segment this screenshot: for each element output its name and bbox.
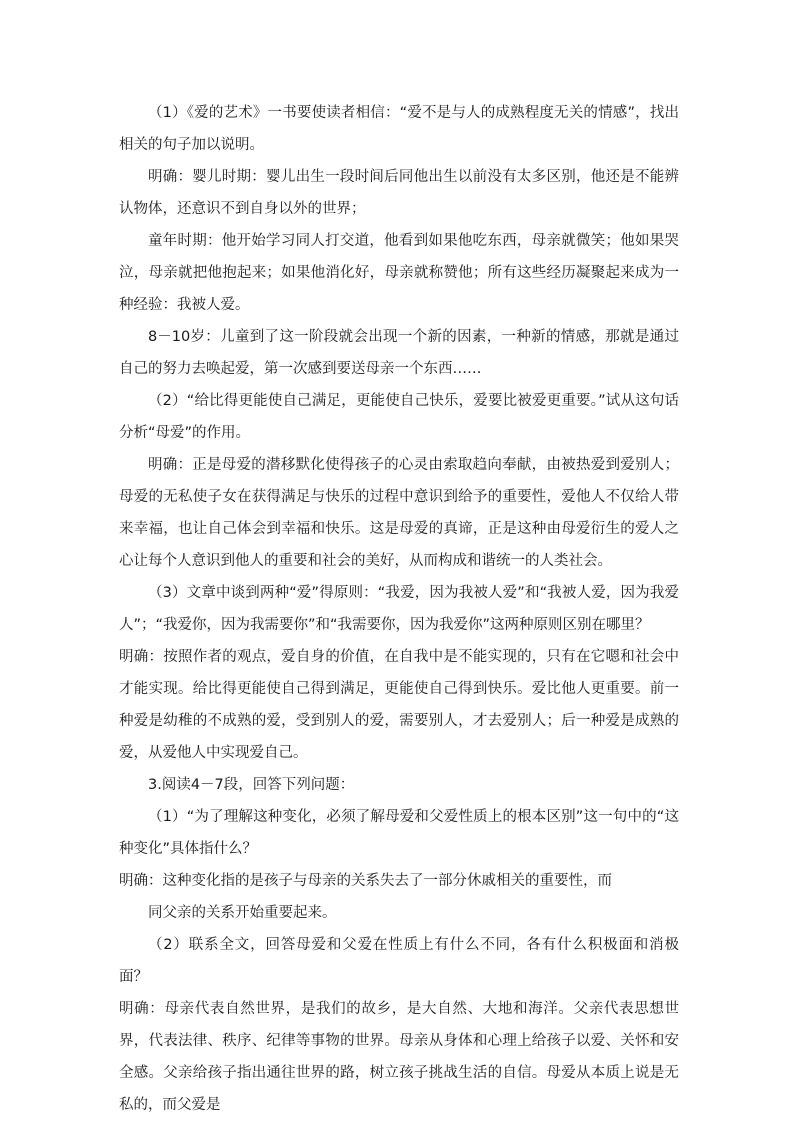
question-1-paragraph: （1）《爱的艺术》一书要使读者相信：“爱不是与人的成熟程度无关的情感”，找出相关的句子加以说明。 [119,105,679,153]
question-2-paragraph: （2）“给比得更能使自己满足，更能使自己快乐，爱要比被爱更重要。”试从这句话分析“母爱”的作用。 [119,393,679,441]
answer-2-paragraph: 明确：正是母爱的潜移默化使得孩子的心灵由索取趋向奉献，由被热爱到爱别人；母爱的无私使子女在获得满足与快乐的过程中意识到给予的重要性，爱他人不仅给人带来幸福，也让自己体会到幸福和快乐。这是母爱的真谛，正是这种由母爱衍生的爱人之心让每个人意识到他人的重要和社会的美好，从而构成和谐统一的人类社会。 [119,457,679,569]
section-3-answer-1-continuation: 同父亲的关系开始重要起来。 [148,905,337,921]
section-3-question-2-paragraph: （2）联系全文，回答母爱和父爱在性质上有什么不同，各有什么积极面和消极面？ [119,937,679,985]
question-3-paragraph: （3）文章中谈到两种“爱”得原则：“我爱，因为我被人爱”和“我被人爱，因为我爱人”；“我爱你，因为我需要你”和“我需要你，因为我爱你”这两种原则区别在哪里？ [119,585,679,633]
answer-age-8-10-paragraph: 8－10岁：儿童到了这一阶段就会出现一个新的因素，一种新的情感，那就是通过自己的努力去唤起爱，第一次感到要送母亲一个东西…… [119,329,679,377]
document-page [119,97,679,1121]
section-3-answer-1-paragraph: 明确：这种变化指的是孩子与母亲的关系失去了一部分休戚相关的重要性，而 [119,873,612,889]
answer-3-paragraph: 明确：按照作者的观点，爱自身的价值，在自我中是不能实现的，只有在它嗯和社会中才能实现。给比得更能使自己得到满足，更能使自己得到快乐。爱比他人更重要。前一种爱是幼稚的不成熟的爱，受到别人的爱，需要别人，才去爱别人；后一种爱是成熟的爱，从爱他人中实现爱自己。 [119,649,679,761]
section-3-answer-2-paragraph: 明确：母亲代表自然世界，是我们的故乡，是大自然、大地和海洋。父亲代表思想世界，代表法律、秩序、纪律等事物的世界。母亲从身体和心理上给孩子以爱、关怀和安全感。父亲给孩子指出通往世界的路，树立孩子挑战生活的自信。母爱从本质上说是无私的，而父爱是 [119,1001,679,1113]
answer-infancy-paragraph: 明确：婴儿时期：婴儿出生一段时间后同他出生以前没有太多区别，他还是不能辨认物体，还意识不到自身以外的世界； [119,169,679,217]
section-3-heading: 3.阅读4－7段，回答下列问题： [148,777,355,793]
answer-childhood-paragraph: 童年时期：他开始学习同人打交道，他看到如果他吃东西，母亲就微笑；他如果哭泣，母亲就把他抱起来；如果他消化好，母亲就称赞他；所有这些经历凝聚起来成为一种经验：我被人爱。 [119,233,679,313]
section-3-question-1-paragraph: （1）“为了理解这种变化，必须了解母爱和父爱性质上的根本区别”这一句中的“这种变化”具体指什么？ [119,809,679,857]
